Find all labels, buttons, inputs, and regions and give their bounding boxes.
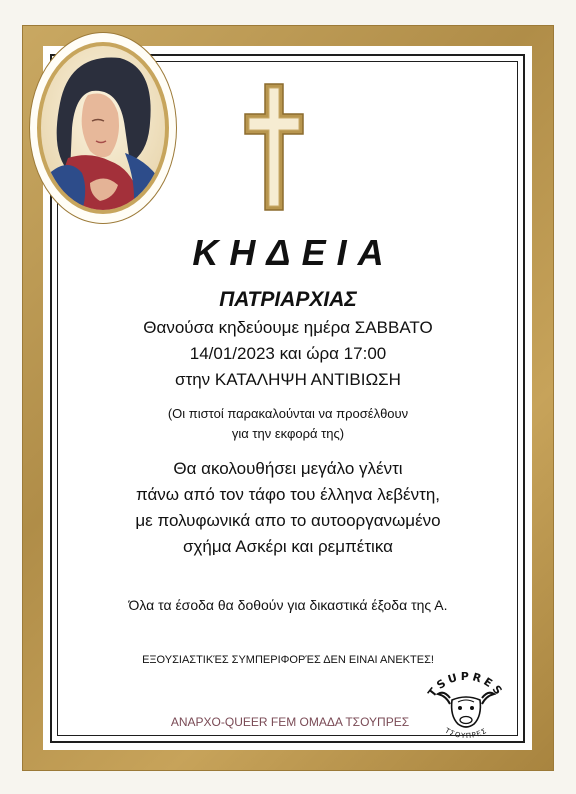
logo-text-top: TSUPRES [425, 669, 507, 700]
bull-logo-icon [420, 668, 512, 738]
invitation-line: (Οι πιστοί παρακαλούνται να προσέλθουν [167, 406, 409, 421]
funds-note: Όλα τα έσοδα θα δοθούν για δικαστικά έξοδα της Α. [128, 597, 448, 613]
svg-text:TSUPRES [425, 670, 506, 700]
notice-title: ΚΗΔΕΙΑ [192, 232, 395, 273]
authority-notice: ΕΞΟΥΣΙΑΣΤΙΚΈΣ ΣΥΜΠΕΡΙΦΟΡΈΣ ΔΕΝ ΕΙΝΑΙ ΑΝΕΚΤΕΣ! [142, 654, 434, 666]
logo-text-bottom: ΤΣΟΥΠΡΕΣ [443, 726, 489, 738]
detail-line: στην ΚΑΤΑΛΗΨΗ ΑΝΤΙΒΙΩΣΗ [175, 370, 401, 389]
invitation-line: για την εκφορά της) [231, 426, 345, 441]
group-name: ΑΝΑΡΧΟ-QUEER FEM ΟΜΑΔΑ ΤΣΟΥΠΡΕΣ [170, 715, 410, 729]
svg-text:ΤΣΟΥΠΡΕΣ [443, 726, 489, 738]
deceased-name: ΠΑΤΡΙΑΡΧΙΑΣ [219, 288, 357, 311]
madonna-portrait [30, 33, 176, 223]
celebration-line: σχήμα Ασκέρι και ρεμπέτικα [183, 537, 393, 556]
celebration-line: με πολυφωνικά απο το αυτοοργανωμένο [135, 511, 441, 530]
celebration-line: Θα ακολουθήσει μεγάλο γλέντι [173, 459, 403, 478]
cross-icon [243, 82, 305, 212]
detail-line: 14/01/2023 και ώρα 17:00 [189, 344, 387, 363]
detail-line: Θανούσα κηδεύουμε ημέρα ΣΑΒΒΑΤΟ [143, 318, 433, 337]
celebration-line: πάνω από τον τάφο του έλληνα λεβέντη, [135, 485, 441, 504]
